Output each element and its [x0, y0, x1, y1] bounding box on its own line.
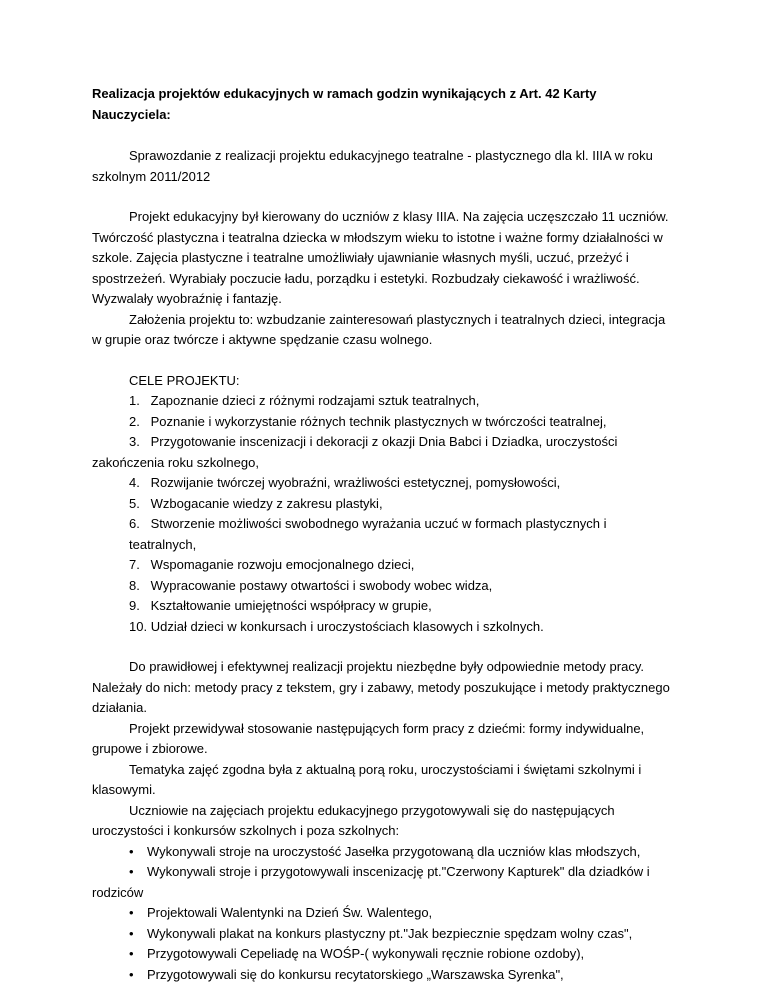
bullet-icon: •	[129, 925, 134, 941]
activity-item	[92, 965, 676, 986]
goal-text: Kształtowanie umiejętności współpracy w grupie,	[150, 598, 432, 613]
document-title: Realizacja projektów edukacyjnych w ramach godzin wynikających z Art. 42 Karty Nauczyciela:	[92, 86, 597, 122]
preparation-paragraph: Uczniowie na zajęciach projektu edukacyjnego przygotowywali się do następujących uroczystości i konkursów szkolnych i poza szkolnych:	[92, 802, 615, 838]
goal-number: 7.	[129, 557, 140, 572]
activity-text: Przygotowywali się do konkursu recytatorskiego „Warszawska Syrenka",	[147, 966, 564, 982]
goal-item	[92, 617, 676, 638]
goal-text: Stworzenie możliwości swobodnego wyrażania uczuć w formach plastycznych i teatralnych,	[129, 516, 607, 552]
forms-paragraph: Projekt przewidywał stosowanie następujących form pracy z dziećmi: formy indywidualne, grupowe i zbiorowe.	[92, 720, 645, 756]
goal-item	[92, 494, 676, 515]
topics-paragraph: Tematyka zajęć zgodna była z aktualną porą roku, uroczystościami i świętami szkolnymi i klasowymi.	[92, 761, 642, 797]
goal-item	[92, 596, 676, 617]
activity-item	[92, 903, 676, 924]
goal-number: 6.	[129, 516, 140, 531]
goal-item	[92, 432, 676, 473]
goal-text: Wzbogacanie wiedzy z zakresu plastyki,	[150, 495, 383, 511]
goals-list	[92, 391, 676, 637]
activities-list	[92, 842, 676, 986]
bullet-icon: •	[129, 905, 134, 920]
goal-text: Wspomaganie rozwoju emocjonalnego dzieci,	[150, 557, 415, 572]
goal-text: Zapoznanie dzieci z różnymi rodzajami sztuk teatralnych,	[150, 393, 480, 408]
goal-number: 3.	[129, 434, 140, 449]
goal-number: 1.	[129, 393, 140, 408]
intro-paragraph-1: Projekt edukacyjny był kierowany do uczniów z klasy IIIA. Na zajęcia uczęszczało 11 uczniów. Twórczość plastyczna i teatralna dziecka w młodszym wieku to istotne i ważne formy działalności w szkole. Zajęcia plastyczne i teatralne umożliwiały ujawnianie własnych myśli, uczuć, przeżyć i spostrzeżeń. Wyrabiały poczucie ładu, porządku i estetyki. Rozbudzały ciekawość i wrażliwość. Wyzwalały wyobraźnię i fantazję.	[92, 209, 669, 306]
goal-number: 10.	[129, 618, 148, 634]
goal-item	[92, 473, 676, 494]
goal-number: 4.	[129, 475, 140, 490]
bullet-icon: •	[129, 864, 134, 879]
goal-text: Rozwijanie twórczej wyobraźni, wrażliwości estetycznej, pomysłowości,	[150, 475, 561, 490]
activity-item	[92, 842, 676, 863]
activity-text: Przygotowywali Cepeliadę na WOŚP-( wykonywali ręcznie robione ozdoby),	[147, 946, 585, 961]
activity-text: Wykonywali stroje i przygotowywali inscenizację pt."Czerwony Kapturek" dla dziadków i rodziców	[92, 864, 650, 900]
intro-paragraph-2: Założenia projektu to: wzbudzanie zainteresowań plastycznych i teatralnych dzieci, integracja w grupie oraz twórcze i aktywne spędzanie czasu wolnego.	[92, 311, 666, 347]
goal-number: 5.	[129, 495, 140, 511]
activity-text: Projektowali Walentynki na Dzień Św. Walentego,	[147, 905, 433, 920]
goal-number: 8.	[129, 577, 140, 593]
activity-text: Wykonywali stroje na uroczystość Jasełka przygotowaną dla uczniów klas młodszych,	[147, 843, 641, 859]
goal-item	[92, 391, 676, 412]
activity-item	[92, 924, 676, 945]
goal-number: 2.	[129, 413, 140, 429]
goal-text: Udział dzieci w konkursach i uroczystościach klasowych i szkolnych.	[150, 618, 544, 634]
activity-item	[92, 862, 676, 903]
goal-item	[92, 576, 676, 597]
methods-paragraph: Do prawidłowej i efektywnej realizacji projektu niezbędne były odpowiednie metody pracy. Należały do nich: metody pracy z tekstem, gry i zabawy, metody poszukujące i metody praktycznego działania.	[92, 659, 670, 715]
report-subtitle: Sprawozdanie z realizacji projektu edukacyjnego teatralne - plastycznego dla kl. IIIA w roku szkolnym 2011/2012	[92, 148, 653, 184]
goal-text: Wypracowanie postawy otwartości i swobody wobec widza,	[150, 577, 493, 593]
goal-number: 9.	[129, 598, 140, 613]
goals-heading: CELE PROJEKTU:	[129, 372, 240, 388]
bullet-icon: •	[129, 966, 134, 982]
activity-text: Wykonywali plakat na konkurs plastyczny pt."Jak bezpiecznie spędzam wolny czas",	[147, 925, 633, 941]
bullet-icon: •	[129, 843, 134, 859]
goal-item	[92, 514, 676, 555]
goal-text: Poznanie i wykorzystanie różnych technik plastycznych w twórczości teatralnej,	[150, 413, 607, 429]
bullet-icon: •	[129, 946, 134, 961]
goal-item	[92, 555, 676, 576]
activity-item	[92, 944, 676, 965]
goal-item	[92, 412, 676, 433]
goal-text: Przygotowanie inscenizacji i dekoracji z okazji Dnia Babci i Dziadka, uroczystości zakończenia roku szkolnego,	[92, 434, 618, 470]
